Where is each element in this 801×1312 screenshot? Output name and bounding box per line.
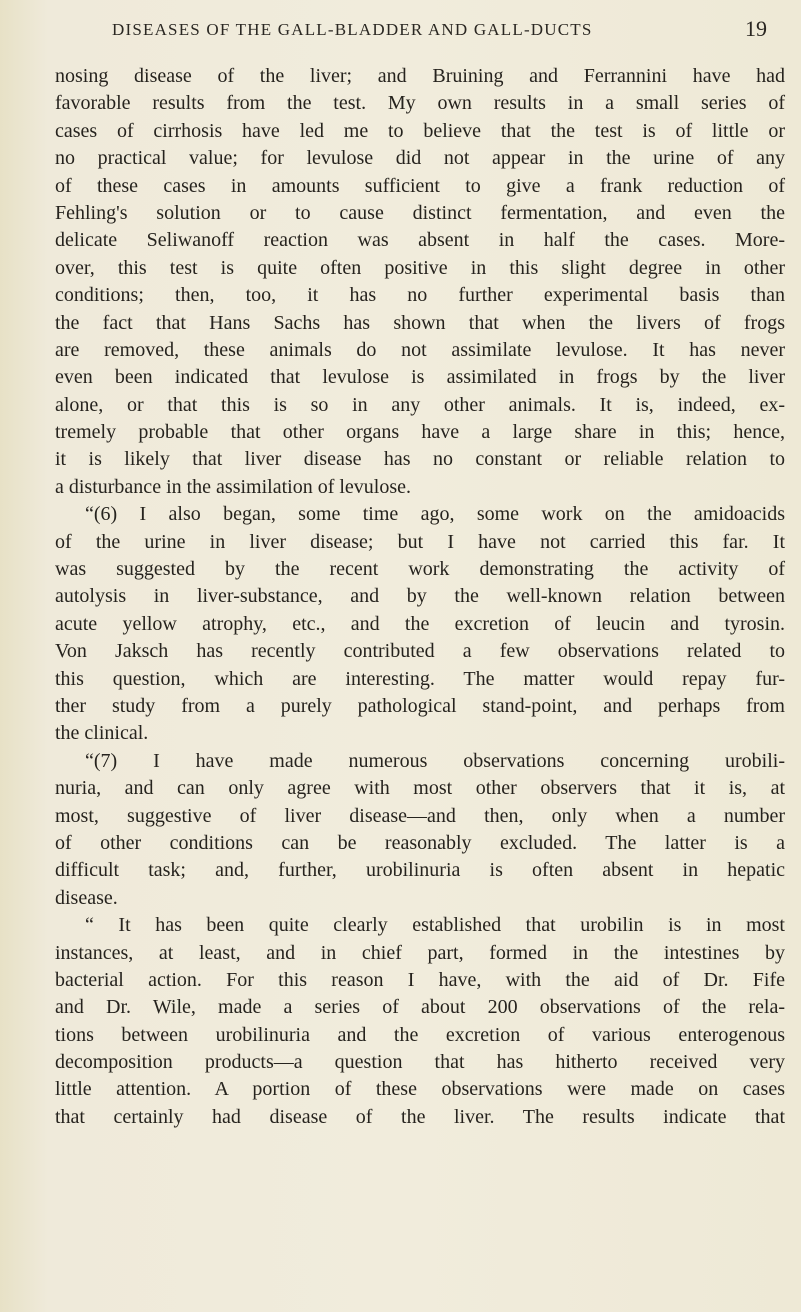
text-line: even been indicated that levulose is assimilated in frogs by the liver [55,366,785,389]
text-line: of other conditions can be reasonably excluded. The latter is a [55,831,785,854]
text-line: delicate Seliwanoff reaction was absent in half the cases. More- [55,229,785,252]
text-line: was suggested by the recent work demonstrating the activity of [55,558,785,581]
paragraph-start-line: “(6) I also began, some time ago, some work on the amidoacids [85,503,785,526]
text-line: difficult task; and, further, urobilinuria is often absent in hepatic [55,859,785,882]
text-line: tremely probable that other organs have a large share in this; hence, [55,421,785,444]
page-number: 19 [745,16,767,41]
text-line: Fehling's solution or to cause distinct fermentation, and even the [55,201,785,224]
text-line: of the urine in liver disease; but I have not carried this far. It [55,530,785,553]
text-line: this question, which are interesting. The matter would repay fur- [55,667,785,690]
text-line: instances, at least, and in chief part, formed in the intestines by [55,941,785,964]
text-line: nuria, and can only agree with most other observers that it is, at [55,777,785,800]
body-text [55,63,785,1131]
text-line: of these cases in amounts sufficient to give a frank reduction of [55,174,785,197]
text-line: alone, or that this is so in any other animals. It is, indeed, ex- [55,393,785,416]
text-line: conditions; then, too, it has no further experimental basis than [55,284,785,307]
text-line: Von Jaksch has recently contributed a few observations related to [55,640,785,663]
paragraph-end-line: disease. [55,886,118,909]
text-line: tions between urobilinuria and the excretion of various enterogenous [55,1023,785,1046]
text-line: nosing disease of the liver; and Bruining and Ferrannini have had [55,65,785,87]
paragraph-start-line: “(7) I have made numerous observations concerning urobili- [85,749,785,772]
text-line: no practical value; for levulose did not appear in the urine of any [55,147,785,170]
text-line: are removed, these animals do not assimilate levulose. It has never [55,338,785,361]
text-line: that certainly had disease of the liver. The results indicate that [55,1105,785,1128]
text-line: acute yellow atrophy, etc., and the excretion of leucin and tyrosin. [55,612,785,635]
text-line: ther study from a purely pathological stand-point, and perhaps from [55,694,785,717]
text-line: cases of cirrhosis have led me to believe that the test is of little or [55,119,785,142]
text-line: and Dr. Wile, made a series of about 200 observations of the rela- [55,996,785,1019]
text-line: it is likely that liver disease has no constant or reliable relation to [55,448,785,471]
paragraph-start-line: “ It has been quite clearly established that urobilin is in most [85,914,785,937]
page-header [0,14,801,54]
text-line: decomposition products—a question that has hitherto received very [55,1051,785,1074]
paragraph-end-line: the clinical. [55,722,149,745]
text-line: autolysis in liver-substance, and by the well-known relation between [55,585,785,608]
text-line: favorable results from the test. My own results in a small series of [55,92,785,115]
text-line: most, suggestive of liver disease—and then, only when a number [55,804,785,827]
text-line: little attention. A portion of these observations were made on cases [55,1078,785,1101]
text-line: bacterial action. For this reason I have, with the aid of Dr. Fife [55,968,785,991]
paragraph-end-line: a disturbance in the assimilation of levulose. [55,475,412,498]
text-line: the fact that Hans Sachs has shown that when the livers of frogs [55,311,785,334]
running-head: DISEASES OF THE GALL-BLADDER AND GALL-DUCTS [112,20,593,39]
text-line: over, this test is quite often positive in this slight degree in other [55,256,785,279]
